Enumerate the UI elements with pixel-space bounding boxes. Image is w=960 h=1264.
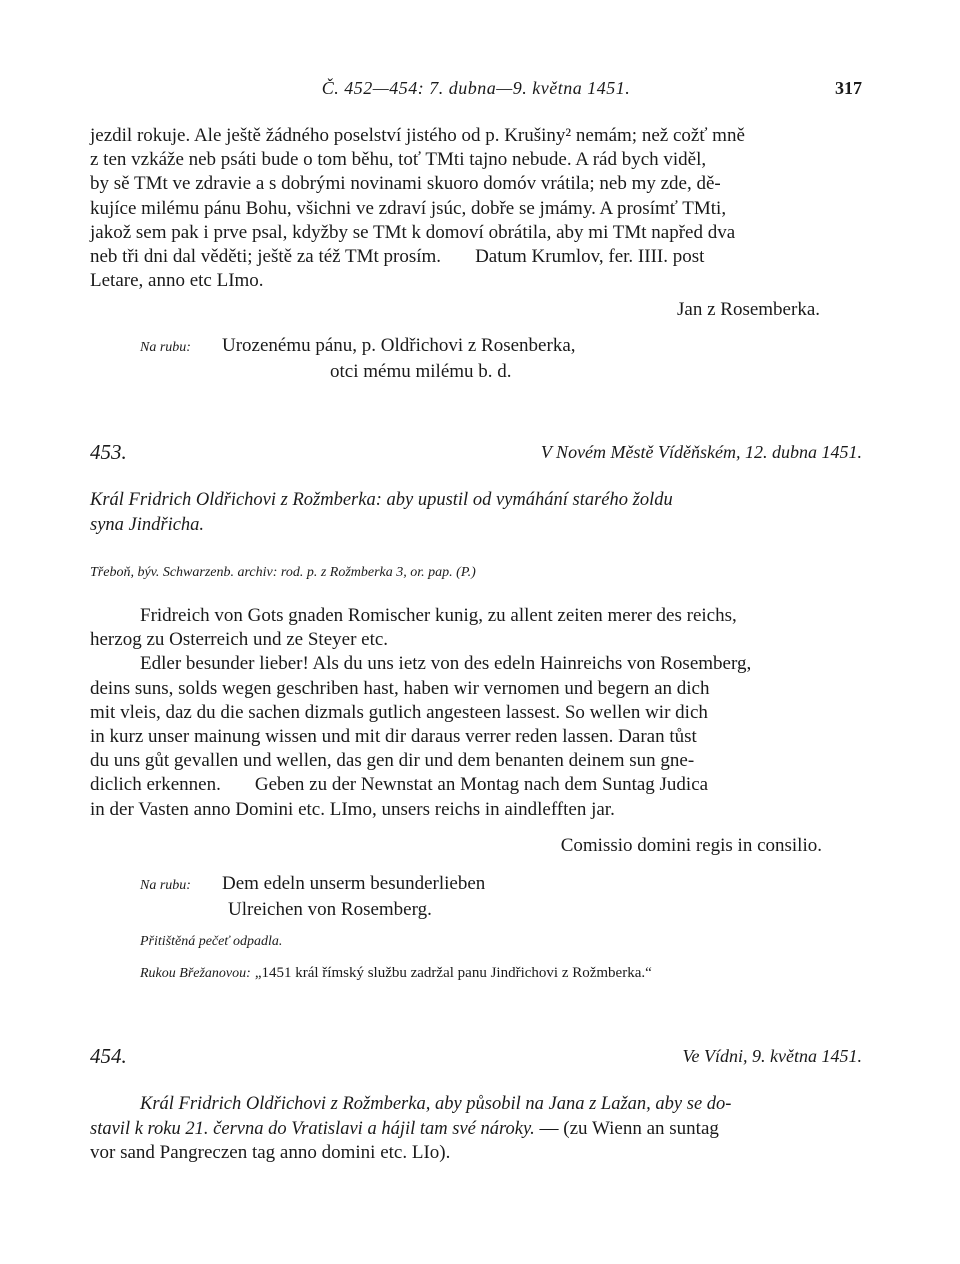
text-line: Edler besunder lieber! Als du uns ietz von des edeln Hainreichs von Rosemberg, (140, 653, 752, 675)
text-segment: diclich erkennen. (90, 774, 221, 796)
source-text: Třeboň, býv. Schwarzenb. archiv: rod. p. z Rožmberka 3, or. pap. (P.) (90, 565, 476, 580)
text-line: in der Vasten anno Domini etc. LImo, unsers reichs in aindlefften jar. (90, 798, 615, 820)
text-line: deins suns, solds wegen geschriben hast, haben wir vernomen und begern an dich (90, 677, 710, 699)
page-number: 317 (835, 78, 862, 98)
document-place-date: Ve Vídni, 9. května 1451. (682, 1046, 862, 1066)
address-line: Urozenému pánu, p. Oldřichovi z Rosenberka, (222, 335, 576, 356)
header-title: Č. 452—454: 7. dubna—9. května 1451. (321, 78, 631, 98)
regest-454 (90, 1092, 862, 1165)
commissio (90, 834, 822, 858)
signature (90, 298, 820, 322)
address-453 (140, 872, 485, 922)
document-place-date: V Novém Městě Víděňském, 12. dubna 1451. (540, 442, 862, 462)
address-label: Na rubu: (140, 340, 191, 355)
text-line (90, 773, 862, 797)
letter-453-body (90, 604, 862, 822)
hand-label: Rukou Břežanovou: (140, 966, 251, 981)
address-line: Ulreichen von Rosemberg. (228, 899, 432, 921)
text-line: Fridreich von Gots gnaden Romischer kunig, zu allent zeiten merer des reichs, (140, 605, 737, 626)
text-line: z ten vzkáže neb psáti bude o tom běhu, toť TMti tajno nebude. A rád bych viděl, (90, 149, 707, 171)
regest-line: Král Fridrich Oldřichovi z Rožmberka, aby působil na Jana z Lažan, aby se do- (140, 1094, 732, 1114)
signature-text: Jan z Rosemberka. (677, 299, 820, 320)
text-segment: neb tři dni dal věděti; ještě za též TMt prosím. (90, 246, 442, 268)
hand-note (140, 964, 912, 982)
regest-line: syna Jindřicha. (90, 514, 205, 535)
text-line: du uns gůt gevallen und wellen, das gen dir und dem benanten deinem sun gne- (90, 750, 695, 772)
text-line: mit vleis, daz du die sachen dizmals gutlich angesteen lassest. So wellen wir dich (90, 701, 708, 723)
text-segment: Geben zu der Newnstat an Montag nach dem Suntag Judica (254, 774, 709, 796)
text-line: herzog zu Osterreich und ze Steyer etc. (90, 629, 389, 651)
address-line: Dem edeln unserm besunderlieben (222, 873, 486, 894)
text-segment: — (zu Wienn an suntag (539, 1117, 719, 1139)
regest-453 (90, 488, 862, 537)
address-452 (140, 334, 576, 384)
document-number: 454. (90, 1044, 127, 1068)
seal-note (140, 932, 912, 950)
regest-line: vor sand Pangreczen tag anno domini etc. LIo). (90, 1142, 451, 1163)
commissio-text: Comissio domini regis in consilio. (560, 835, 822, 856)
text-line: jakož sem pak i prve psal, kdyžby se TMt k domoví obrátila, aby mi TMt napřed dva (90, 221, 736, 243)
text-line: Letare, anno etc LImo. (90, 270, 264, 292)
source-note (90, 563, 862, 581)
text-line: kujíce milému pánu Bohu, všichni ve zdraví jsúc, dobře se jmámy. A prosímť TMti, (90, 197, 727, 219)
document-page (90, 0, 862, 1264)
address-label: Na rubu: (140, 878, 191, 893)
text-line: jezdil rokuje. Ale ještě žádného poselství jistého od p. Krušiny² nemám; než cožť mně (90, 125, 745, 146)
datum-text: Datum Krumlov, fer. IIII. post (475, 246, 705, 268)
text-line (90, 245, 862, 269)
seal-note-text: Přitištěná pečeť odpadla. (140, 934, 283, 949)
address-line: otci mému milému b. d. (330, 361, 512, 383)
regest-line (90, 1117, 862, 1142)
hand-text: „1451 král římský službu zadržal panu Jindřichovi z Rožmberka.“ (254, 965, 652, 981)
document-number: 453. (90, 440, 127, 464)
running-header (90, 78, 862, 104)
text-line: in kurz unser mainung wissen und mit dir daraus verrer reden lassen. Daran tůst (90, 726, 697, 748)
text-line: by sě TMt ve zdravie a s dobrými novinami skuoro domóv vrátila; neb my zde, dě- (90, 173, 721, 195)
text-segment: stavil k roku 21. června do Vratislavi a hájil tam své nároky. (90, 1118, 535, 1139)
letter-452-body (90, 124, 862, 293)
regest-line: Král Fridrich Oldřichovi z Rožmberka: aby upustil od vymáhání starého žoldu (90, 490, 673, 510)
